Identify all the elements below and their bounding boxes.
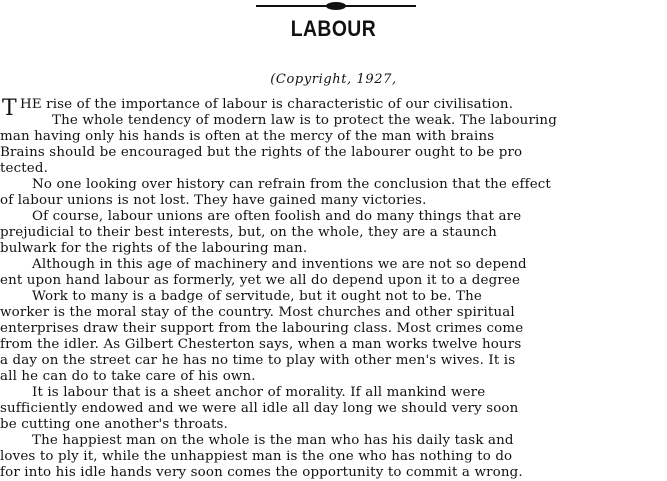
body-line: sufficiently endowed and we were all idle all day long we should very soon	[0, 401, 519, 416]
body-line: bulwark for the rights of the labouring man.	[0, 241, 308, 256]
drop-cap: T	[2, 96, 17, 121]
body-line: The whole tendency of modern law is to protect the weak. The labouring	[52, 113, 557, 128]
body-line: Of course, labour unions are often foolish and do many things that are	[32, 209, 522, 224]
body-line: Brains should be encouraged but the rights of the labourer ought to be pro	[0, 145, 523, 160]
body-line: prejudicial to their best interests, but, on the whole, they are a staunch	[0, 225, 497, 240]
decorative-rule	[256, 5, 416, 7]
body-line: tected.	[0, 161, 48, 176]
body-line: loves to ply it, while the unhappiest man is the one who has nothing to do	[0, 449, 513, 464]
body-line: of labour unions is not lost. They have gained many victories.	[0, 193, 427, 208]
body-line: from the idler. As Gilbert Chesterton says, when a man works twelve hours	[0, 337, 522, 352]
article-title: LABOUR	[290, 16, 377, 41]
article-body	[0, 97, 667, 480]
body-line: be cutting one another's throats.	[0, 417, 228, 432]
body-line: all he can do to take care of his own.	[0, 369, 256, 384]
copyright-notice: (Copyright, 1927,	[270, 72, 397, 87]
body-line: No one looking over history can refrain from the conclusion that the effect	[32, 177, 551, 192]
body-line: man having only his hands is often at the mercy of the man with brains	[0, 129, 495, 144]
body-line: a day on the street car he has no time to play with other men's wives. It is	[0, 353, 516, 368]
body-line: HE rise of the importance of labour is characteristic of our civilisation.	[20, 97, 514, 112]
body-line: for into his idle hands very soon comes the opportunity to commit a wrong.	[0, 465, 523, 480]
body-line: Work to many is a badge of servitude, but it ought not to be. The	[32, 289, 482, 304]
body-line: Although in this age of machinery and inventions we are not so depend	[32, 257, 527, 272]
body-line: The happiest man on the whole is the man who has his daily task and	[32, 433, 514, 448]
body-line: worker is the moral stay of the country. Most churches and other spiritual	[0, 305, 515, 320]
body-line: It is labour that is a sheet anchor of morality. If all mankind were	[32, 385, 486, 400]
body-line: enterprises draw their support from the labouring class. Most crimes come	[0, 321, 524, 336]
body-line: ent upon hand labour as formerly, yet we all do depend upon it to a degree	[0, 273, 521, 288]
